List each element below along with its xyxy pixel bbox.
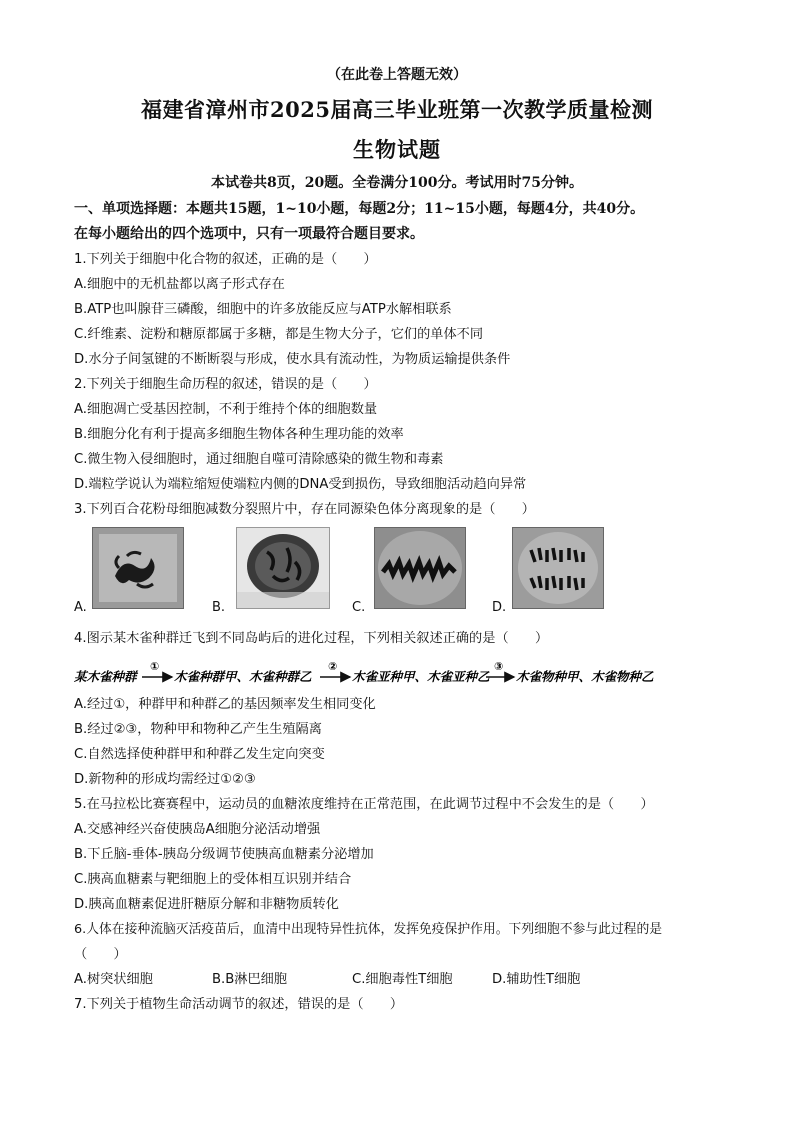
- exam-title: 福建省漳州市2025届高三毕业班第一次教学质量检测: [141, 97, 653, 122]
- question-1-stem: 1.下列关于细胞中化合物的叙述，正确的是（ ）: [74, 252, 377, 267]
- question-2-option-d: D.端粒学说认为端粒缩短使端粒内侧的DNA受到损伤，导致细胞活动趋向异常: [74, 477, 527, 492]
- question-6-stem: 6.人体在接种流脑灭活疫苗后，血清中出现特异性抗体，发挥免疫保护作用。下列细胞不参与此过程的是: [74, 922, 663, 937]
- question-5-option-b: B.下丘脑-垂体-胰岛分级调节使胰高血糖素分泌增加: [74, 847, 374, 862]
- question-5-option-c: C.胰高血糖素与靶细胞上的受体相互识别并结合: [74, 872, 352, 887]
- micrograph-c-image: [374, 527, 466, 609]
- question-4-option-c: C.自然选择使种群甲和种群乙发生定向突变: [74, 747, 325, 762]
- question-1-option-a: A.细胞中的无机盐都以离子形式存在: [74, 277, 285, 292]
- exam-info: 本试卷共8页，20题。全卷满分100分。考试用时75分钟。: [211, 175, 583, 191]
- question-2-option-c: C.微生物入侵细胞时，通过细胞自噬可清除感染的微生物和毒素: [74, 452, 444, 467]
- section-heading: 一、单项选择题：本题共15题，1~10小题，每题2分；11~15小题，每题4分，共40分。: [74, 201, 645, 217]
- subject-title: 生物试题: [353, 137, 441, 162]
- micrograph-a-image: [92, 527, 184, 609]
- diagram-subspecies: 木雀亚种甲、木雀亚种乙: [352, 669, 490, 684]
- micrograph-b-label: B.: [212, 600, 226, 615]
- question-4-option-d: D.新物种的形成均需经过①②③: [74, 772, 256, 787]
- diagram-step-2-label: ②: [328, 660, 338, 673]
- question-6-option-c: C.细胞毒性T细胞: [352, 972, 453, 987]
- question-6-option-b: B.B淋巴细胞: [212, 972, 288, 987]
- question-1-option-c: C.纤维素、淀粉和糖原都属于多糖，都是生物大分子，它们的单体不同: [74, 327, 484, 342]
- diagram-step-3-label: ③: [494, 660, 504, 673]
- micrograph-c-label: C.: [352, 600, 366, 615]
- invalid-answer-notice: （在此卷上答题无效）: [327, 67, 467, 83]
- evolution-process-diagram: [74, 660, 674, 688]
- diagram-start-population: 某木雀种群: [74, 669, 137, 684]
- question-6-options: [74, 968, 714, 988]
- question-2-option-b: B.细胞分化有利于提高多细胞生物体各种生理功能的效率: [74, 427, 404, 442]
- micrograph-d-image: [512, 527, 604, 609]
- question-6-option-d: D.辅助性T细胞: [492, 972, 581, 987]
- question-3-stem: 3.下列百合花粉母细胞减数分裂照片中，存在同源染色体分离现象的是（ ）: [74, 502, 535, 517]
- diagram-species: 木雀物种甲、木雀物种乙: [516, 669, 654, 684]
- micrograph-d-label: D.: [492, 600, 507, 615]
- question-6-option-a: A.树突状细胞: [74, 972, 153, 987]
- micrograph-b-image: [236, 527, 330, 609]
- question-2-option-a: A.细胞凋亡受基因控制，不利于维持个体的细胞数量: [74, 402, 378, 417]
- question-4-stem: 4.图示某木雀种群迁飞到不同岛屿后的进化过程，下列相关叙述正确的是（ ）: [74, 631, 549, 646]
- question-4-option-a: A.经过①，种群甲和种群乙的基因频率发生相同变化: [74, 697, 376, 712]
- diagram-step-1-label: ①: [150, 660, 160, 673]
- question-1-option-d: D.水分子间氢键的不断断裂与形成，使水具有流动性，为物质运输提供条件: [74, 352, 511, 367]
- question-2-stem: 2.下列关于细胞生命历程的叙述，错误的是（ ）: [74, 377, 377, 392]
- question-7-stem: 7.下列关于植物生命活动调节的叙述，错误的是（ ）: [74, 997, 404, 1012]
- question-1-option-b: B.ATP也叫腺苷三磷酸，细胞中的许多放能反应与ATP水解相联系: [74, 302, 452, 317]
- question-5-stem: 5.在马拉松比赛赛程中，运动员的血糖浓度维持在正常范围，在此调节过程中不会发生的是（ ）: [74, 797, 654, 812]
- section-instruction: 在每小题给出的四个选项中，只有一项最符合题目要求。: [74, 226, 424, 242]
- question-4-option-b: B.经过②③，物种甲和物种乙产生生殖隔离: [74, 722, 322, 737]
- micrograph-a-label: A.: [74, 600, 87, 615]
- question-5-option-a: A.交感神经兴奋使胰岛A细胞分泌活动增强: [74, 822, 321, 837]
- diagram-populations: 木雀种群甲、木雀种群乙: [174, 669, 312, 684]
- question-6-stem-bracket: （ ）: [74, 947, 127, 962]
- question-5-option-d: D.胰高血糖素促进肝糖原分解和非糖物质转化: [74, 897, 339, 912]
